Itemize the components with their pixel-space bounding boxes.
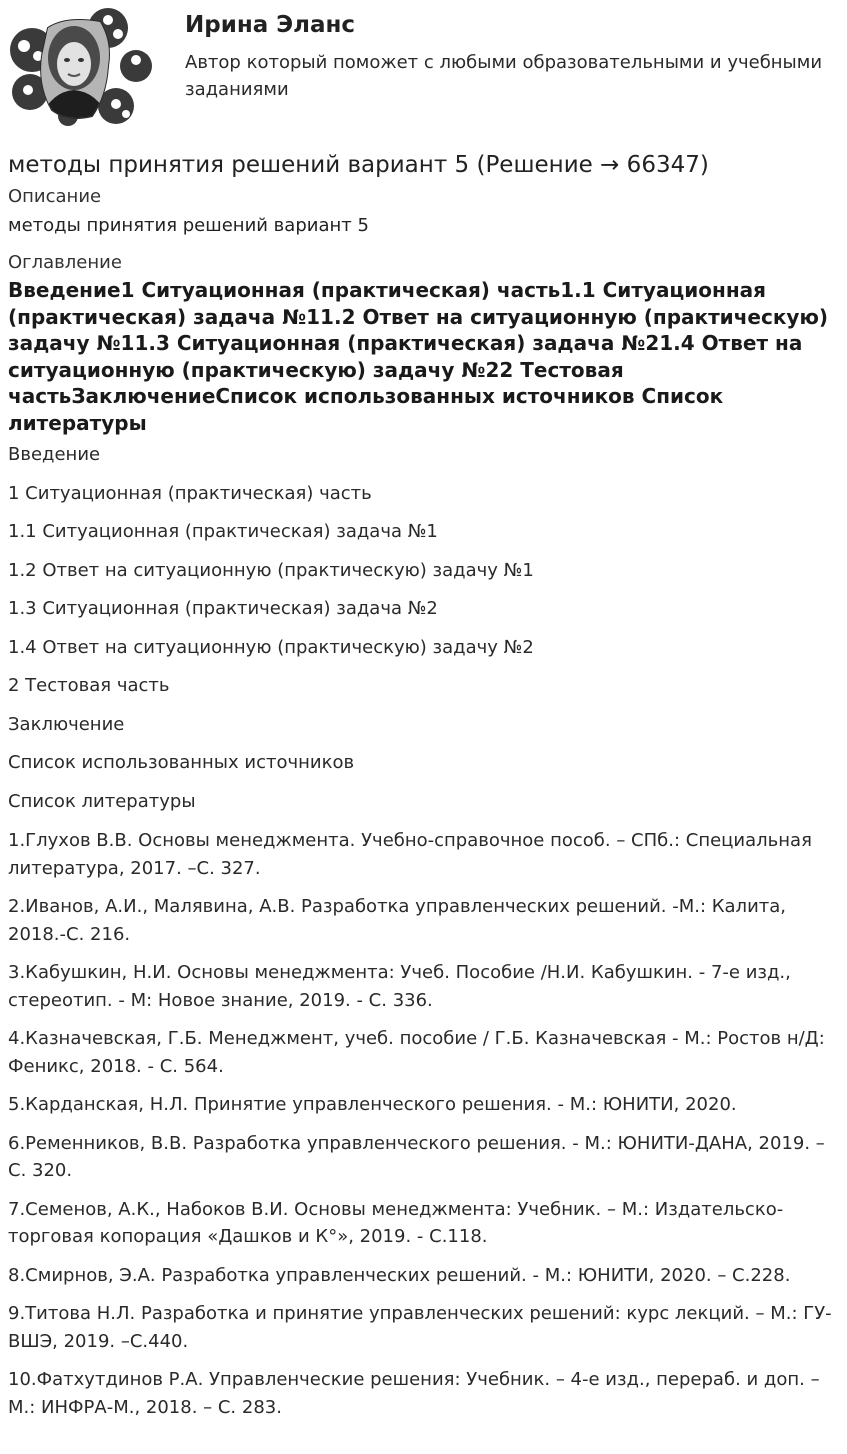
reference-item: 3.Кабушкин, Н.И. Основы менеджмента: Учеб. Пособие /Н.И. Кабушкин. - 7-е изд., стереотип. - М: Новое знание, 2019. - С. 336.	[8, 962, 791, 1011]
reference-item: 10.Фатхутдинов Р.А. Управленческие решения: Учебник. – 4-е изд., перераб. и доп. – М.: ИНФРА-М., 2018. – С. 283.	[8, 1369, 820, 1418]
toc-label: Оглавление	[8, 252, 122, 273]
toc-item: Заключение	[8, 713, 125, 735]
reference-item: 5.Карданская, Н.Л. Принятие управленческого решения. - М.: ЮНИТИ, 2020.	[8, 1094, 737, 1115]
toc-item: 1 Ситуационная (практическая) часть	[8, 482, 372, 504]
toc-item: Введение	[8, 444, 101, 465]
avatar	[8, 6, 152, 128]
description-text: методы принятия решений вариант 5	[8, 215, 369, 236]
toc-combined: Введение1 Ситуационная (практическая) часть1.1 Ситуационная (практическая) задача №11.2 Ответ на ситуационную (практическую) задачу №11.3 Ситуационная (практическая) задача №21.4 Ответ на ситуационную (практическую) задачу №22 Тестовая частьЗаключениеСписок использованных источников Список литературы	[8, 278, 829, 435]
page-title: методы принятия решений вариант 5 (Решение → 66347)	[8, 152, 709, 178]
toc-item: Список литературы	[8, 790, 196, 812]
toc-item: 2 Тестовая часть	[8, 675, 170, 696]
reference-item: 4.Казначевская, Г.Б. Менеджмент, учеб. пособие / Г.Б. Казначевская - М.: Ростов н/Д: Феникс, 2018. - С. 564.	[8, 1028, 825, 1077]
reference-item: 9.Титова Н.Л. Разработка и принятие управленческих решений: курс лекций. – М.: ГУ-ВШЭ, 2019. –С.440.	[8, 1303, 832, 1352]
toc-item: Список использованных источников	[8, 752, 355, 773]
reference-item: 7.Семенов, А.К., Набоков В.И. Основы менеджмента: Учебник. – М.: Издательско-торговая копорация «Дашков и К°», 2019. - С.118.	[8, 1198, 784, 1247]
toc-item: 1.1 Ситуационная (практическая) задача №1	[8, 521, 438, 542]
toc-item: 1.3 Ситуационная (практическая) задача №2	[8, 598, 438, 619]
document-content	[0, 150, 847, 1421]
toc-item: 1.4 Ответ на ситуационную (практическую) задачу №2	[8, 636, 534, 658]
reference-list	[8, 827, 839, 1421]
author-description: Автор который поможет с любыми образовательными и учебными заданиями	[185, 52, 823, 100]
reference-item: 1.Глухов В.В. Основы менеджмента. Учебно-справочное пособ. – СПб.: Специальная литература, 2017. –С. 327.	[8, 830, 812, 879]
reference-item: 8.Смирнов, Э.А. Разработка управленческих решений. - М.: ЮНИТИ, 2020. – С.228.	[8, 1264, 791, 1286]
toc-list	[8, 442, 839, 827]
toc-item: 1.2 Ответ на ситуационную (практическую) задачу №1	[8, 559, 534, 581]
reference-item: 2.Иванов, А.И., Малявина, А.В. Разработка управленческих решений. -М.: Калита, 2018.-С. 216.	[8, 896, 786, 945]
reference-item: 6.Ременников, В.В. Разработка управленческого решения. - М.: ЮНИТИ-ДАНА, 2019. – С. 320.	[8, 1132, 825, 1181]
author-name: Ирина Эланс	[185, 12, 356, 38]
description-label: Описание	[8, 186, 102, 207]
author-header	[0, 0, 847, 132]
film-reel-avatar-icon	[8, 6, 152, 128]
